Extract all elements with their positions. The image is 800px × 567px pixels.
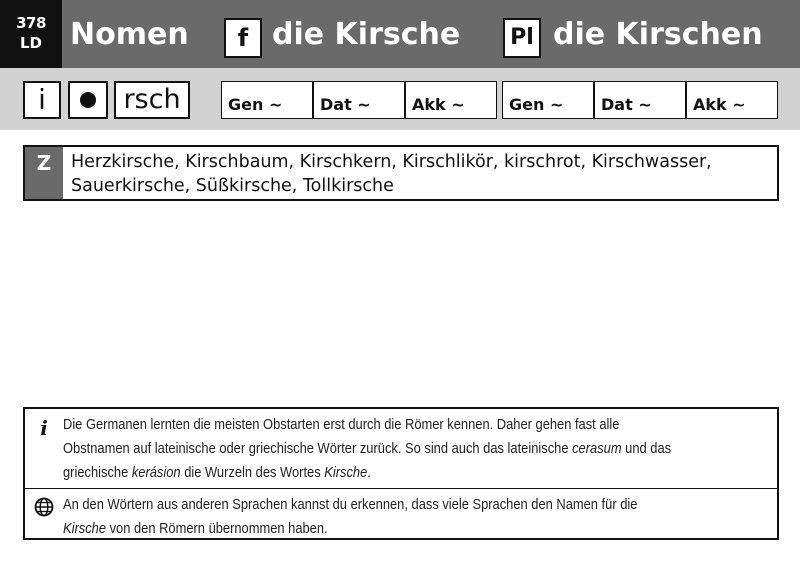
compounds-list: [71, 150, 773, 198]
spelling-hint: rsch: [114, 81, 190, 119]
headword-italic: Kirsche: [324, 464, 368, 481]
singular-gender-badge: f: [224, 18, 262, 58]
page-number: 378: [16, 14, 46, 32]
section-title: Nomen: [70, 17, 189, 52]
headword-italic: Kirsche: [63, 520, 107, 537]
dot-button[interactable]: [68, 81, 108, 119]
plural-genitive-cell[interactable]: Gen ~: [502, 81, 594, 119]
plural-accusative-cell[interactable]: Akk ~: [686, 81, 778, 119]
note1-line3: griechische kerásion die Wurzeln des Wortes Kirsche.: [63, 464, 371, 481]
header-bar: [0, 0, 800, 68]
page-code: LD: [19, 34, 42, 52]
languages-note: [25, 489, 777, 538]
info-box: [23, 407, 779, 540]
plural-word: die Kirschen: [553, 17, 763, 52]
plural-dative-cell[interactable]: Dat ~: [594, 81, 686, 119]
singular-accusative-cell[interactable]: Akk ~: [405, 81, 497, 119]
note2-line1: An den Wörtern aus anderen Sprachen kannst du erkennen, dass viele Sprachen den Namen für die: [63, 496, 638, 513]
compounds-box: [23, 145, 779, 201]
compounds-label: Z: [25, 147, 63, 199]
note1-line2: Obstnamen auf lateinische oder griechische Wörter zurück. So sind auch das lateinische cerasum und das: [63, 440, 672, 457]
singular-dative-cell[interactable]: Dat ~: [313, 81, 405, 119]
compounds-line-2: Sauerkirsche, Süßkirsche, Tollkirsche: [71, 176, 394, 196]
compounds-line-1: Herzkirsche, Kirschbaum, Kirschkern, Kirschlikör, kirschrot, Kirschwasser,: [71, 152, 712, 172]
globe-icon: [33, 497, 55, 521]
latin-word: cerasum: [572, 440, 622, 457]
info-icon: i: [40, 416, 48, 440]
etymology-note: [25, 409, 777, 489]
filled-circle-icon: [80, 92, 96, 108]
page-tag: [0, 0, 62, 68]
note2-line2: Kirsche von den Römern übernommen haben.: [63, 520, 328, 537]
note1-line1: Die Germanen lernten die meisten Obstarten erst durch die Römer kennen. Daher gehen fast alle: [63, 416, 620, 433]
singular-word: die Kirsche: [272, 17, 461, 52]
greek-word: kerásion: [131, 464, 181, 481]
info-button[interactable]: i: [23, 81, 61, 119]
plural-badge: Pl: [503, 18, 541, 58]
singular-genitive-cell[interactable]: Gen ~: [221, 81, 313, 119]
